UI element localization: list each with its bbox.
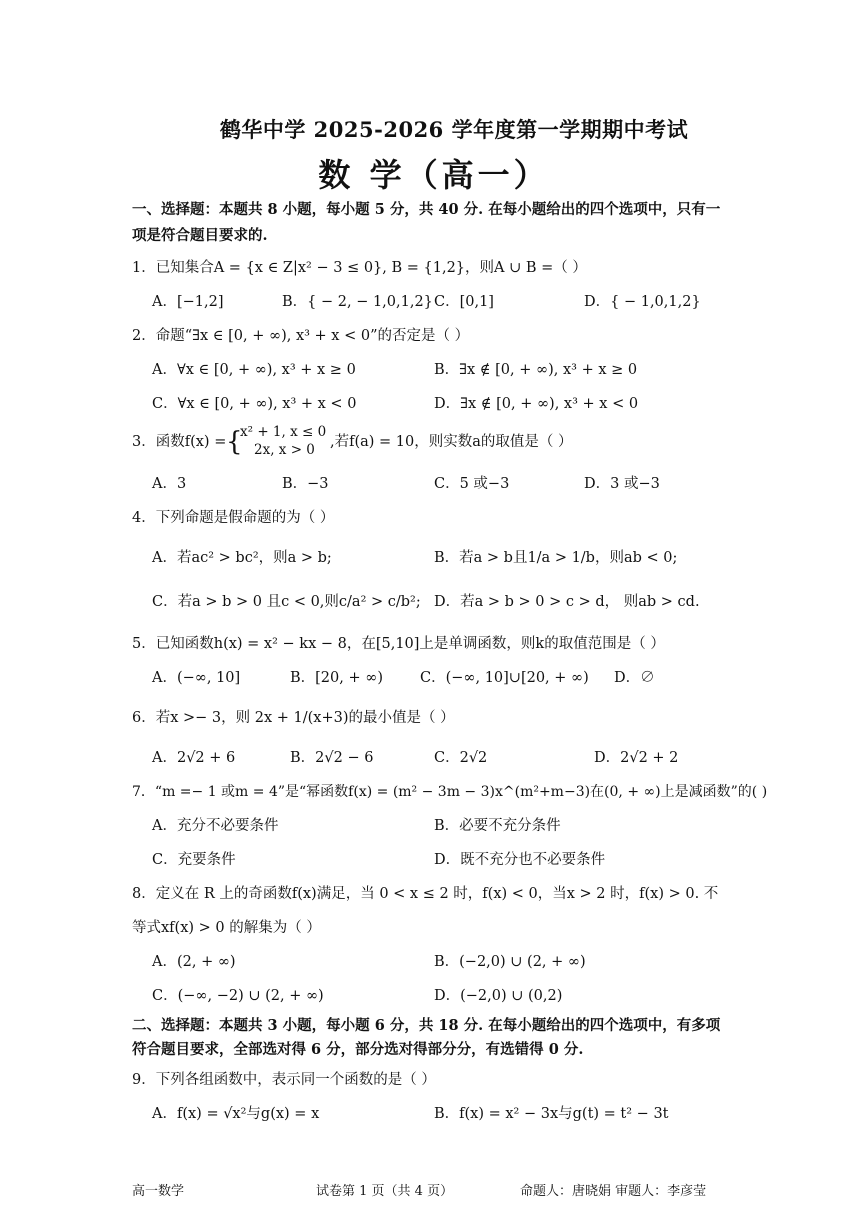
question-9-option-b: B．f(x) = x² − 3x与g(t) = t² − 3t — [434, 1106, 669, 1122]
question-8-stem-line2: 等式xf(x) > 0 的解集为（ ） — [132, 920, 321, 936]
question-1-option-b: B．{ − 2, − 1,0,1,2} — [282, 294, 433, 310]
question-5-option-b: B．[20, + ∞) — [290, 670, 383, 686]
question-4-option-a: A．若ac² > bc²，则a > b; — [152, 550, 332, 566]
question-6-stem: 6．若x >− 3，则 2x + 1/(x+3)的最小值是（ ） — [132, 710, 455, 726]
question-6-option-d: D．2√2 + 2 — [594, 750, 679, 766]
question-3-stem-prefix: 3．函数f(x) = — [132, 434, 227, 450]
question-8-option-c: C．(−∞, −2) ∪ (2, + ∞) — [152, 988, 324, 1004]
question-2-option-a: A．∀x ∈ [0, + ∞), x³ + x ≥ 0 — [152, 362, 356, 378]
section1-heading-line1: 一、选择题：本题共 8 小题，每小题 5 分，共 40 分. 在每小题给出的四个选项中，只有一 — [132, 201, 721, 218]
question-2-option-c: C．∀x ∈ [0, + ∞), x³ + x < 0 — [152, 396, 357, 412]
footer-course: 高一数学 — [132, 1184, 185, 1199]
question-5-option-a: A．(−∞, 10] — [152, 670, 241, 686]
question-8-option-b: B．(−2,0) ∪ (2, + ∞) — [434, 954, 586, 970]
question-7-option-b: B．必要不充分条件 — [434, 818, 561, 834]
footer-authors: 命题人：唐晓娟 审题人：李彦莹 — [520, 1184, 707, 1199]
question-4-option-b: B．若a > b且1/a > 1/b，则ab < 0; — [434, 550, 678, 566]
question-3-option-b: B．−3 — [282, 476, 329, 492]
question-8-option-d: D．(−2,0) ∪ (0,2) — [434, 988, 563, 1004]
question-4-stem: 4．下列命题是假命题的为（ ） — [132, 510, 335, 526]
piecewise-brace: { — [226, 427, 243, 457]
question-9-stem: 9．下列各组函数中，表示同一个函数的是（ ） — [132, 1072, 436, 1088]
question-3-case-2: 2x, x > 0 — [254, 442, 315, 458]
question-3-option-a: A．3 — [152, 476, 187, 492]
footer-page-number: 试卷第 1 页（共 4 页） — [316, 1184, 454, 1199]
question-6-option-a: A．2√2 + 6 — [152, 750, 236, 766]
question-1-option-d: D．{ − 1,0,1,2} — [584, 294, 701, 310]
question-7-stem: 7．“m =− 1 或m = 4”是“幂函数f(x) = (m² − 3m − 3)x^(m²+m−3)在(0, + ∞)上是减函数”的( ) — [132, 784, 768, 800]
question-3-stem-suffix: ,若f(a) = 10，则实数a的取值是（ ） — [330, 434, 573, 450]
question-7-option-c: C．充要条件 — [152, 852, 236, 868]
question-5-option-c: C．(−∞, 10]∪[20, + ∞) — [420, 670, 589, 686]
question-7-option-a: A．充分不必要条件 — [152, 818, 279, 834]
question-6-option-b: B．2√2 − 6 — [290, 750, 374, 766]
question-5-stem: 5．已知函数h(x) = x² − kx − 8，在[5,10]上是单调函数，则k的取值范围是（ ） — [132, 636, 665, 652]
question-2-option-d: D．∃x ∉ [0, + ∞), x³ + x < 0 — [434, 396, 639, 412]
question-3-option-c: C．5 或−3 — [434, 476, 510, 492]
question-8-stem-line1: 8．定义在 R 上的奇函数f(x)满足，当 0 < x ≤ 2 时，f(x) < 0，当x > 2 时，f(x) > 0. 不 — [132, 886, 719, 902]
question-9-option-a: A．f(x) = √x²与g(x) = x — [152, 1106, 320, 1122]
question-7-option-d: D．既不充分也不必要条件 — [434, 852, 606, 868]
question-1-stem: 1．已知集合A = {x ∈ Z|x² − 3 ≤ 0}, B = {1,2}，则A ∪ B =（ ） — [132, 260, 587, 276]
question-1-option-a: A．[−1,2] — [152, 294, 224, 310]
subject-title: 数 学（高一） — [318, 156, 550, 194]
question-6-option-c: C．2√2 — [434, 750, 488, 766]
question-4-option-d: D．若a > b > 0 > c > d， 则ab > cd. — [434, 594, 700, 610]
school-exam-title: 鹤华中学 2025-2026 学年度第一学期期中考试 — [219, 117, 689, 142]
question-4-option-c: C．若a > b > 0 且c < 0,则c/a² > c/b²; — [152, 594, 421, 610]
section2-heading-line2: 符合题目要求，全部选对得 6 分，部分选对得部分分，有选错得 0 分. — [132, 1041, 584, 1058]
question-5-option-d: D．∅ — [614, 670, 655, 686]
question-1-option-c: C．[0,1] — [434, 294, 494, 310]
question-2-stem: 2．命题“∃x ∈ [0, + ∞), x³ + x < 0”的否定是（ ） — [132, 328, 470, 344]
question-8-option-a: A．(2, + ∞) — [152, 954, 236, 970]
question-3-option-d: D．3 或−3 — [584, 476, 660, 492]
section1-heading-line2: 项是符合题目要求的. — [132, 227, 268, 244]
question-3-case-1: x² + 1, x ≤ 0 — [240, 424, 327, 440]
question-2-option-b: B．∃x ∉ [0, + ∞), x³ + x ≥ 0 — [434, 362, 638, 378]
section2-heading-line1: 二、选择题：本题共 3 小题，每小题 6 分，共 18 分. 在每小题给出的四个选项中，有多项 — [132, 1017, 721, 1034]
